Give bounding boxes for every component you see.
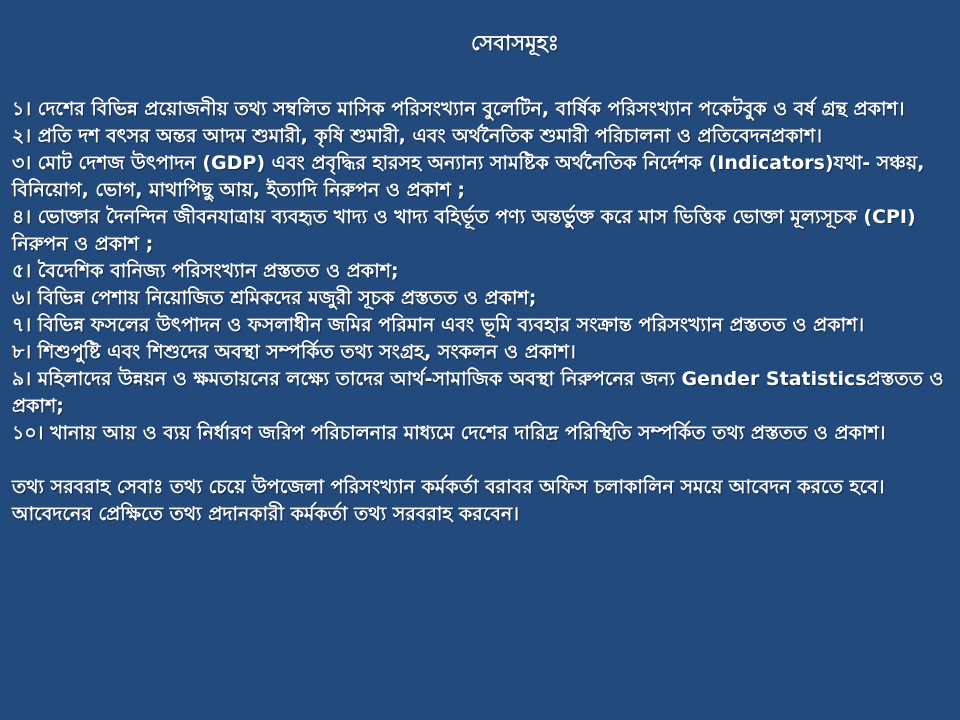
service-item-3: ৩। মোট দেশজ উৎপাদন (GDP) এবং প্রবৃদ্ধির হারসহ অন্যান্য সামষ্টিক অর্থনৈতিক নির্দেশক (Indicators)যথা- সঞ্চয়, বিনিয়োগ, ভোগ, মাথাপিছু আয়, ইত্যাদি নিরুপন ও প্রকাশ ;	[12, 152, 925, 201]
service-item-8: ৮। শিশুপুষ্টি এবং শিশুদের অবস্থা সম্পর্কিত তথ্য সংগ্রহ, সংকলন ও প্রকাশ।	[12, 341, 576, 363]
service-item-2: ২। প্রতি দশ বৎসর অন্তর আদম শুমারী, কৃষি শুমারী, এবং অর্থনৈতিক শুমারী পরিচালনা ও প্রতিবেদনপ্রকাশ।	[12, 125, 823, 147]
service-item-10: ১০। খানায় আয় ও ব্যয় নির্ধারণ জরিপ পরিচালনার মাধ্যমে দেশের দারিদ্র পরিস্থিতি সম্পর্কিত তথ্য প্রস্ততত ও প্রকাশ।	[12, 422, 886, 444]
service-list	[12, 96, 948, 447]
info-supply-line-2: আবেদনের প্রেক্ষিতে তথ্য প্রদানকারী কর্মকর্তা তথ্য সরবরাহ করবেন।	[12, 503, 520, 525]
info-supply-section	[12, 474, 948, 528]
slide-title: সেবাসমূহঃ	[471, 31, 559, 55]
service-item-5: ৫। বৈদেশিক বানিজ্য পরিসংখ্যান প্রস্ততত ও প্রকাশ;	[12, 260, 399, 282]
service-item-6: ৬। বিভিন্ন পেশায় নিয়োজিত শ্রমিকদের মজুরী সূচক প্রস্ততত ও প্রকাশ;	[12, 287, 537, 309]
service-item-4: ৪। ভোক্তার দৈনন্দিন জীবনযাত্রায় ব্যবহৃত খাদ্য ও খাদ্য বহির্ভূত পণ্য অন্তর্ভুক্ত করে মাস ভিত্তিক ভোক্তা মূল্যসূচক (CPI) নিরুপন ও প্রকাশ ;	[12, 206, 916, 255]
service-item-7: ৭। বিভিন্ন ফসলের উৎপাদন ও ফসলাধীন জমির পরিমান এবং ভূমি ব্যবহার সংক্রান্ত পরিসংখ্যান প্রস্ততত ও প্রকাশ।	[12, 314, 865, 336]
service-item-1: ১। দেশের বিভিন্ন প্রয়োজনীয় তথ্য সম্বলিত মাসিক পরিসংখ্যান বুলেটিন, বার্ষিক পরিসংখ্যান পকেটবুক ও বর্ষ গ্রন্থ প্রকাশ।	[12, 98, 905, 120]
service-item-9: ৯। মহিলাদের উন্নয়ন ও ক্ষমতায়নের লক্ষ্যে তাদের আর্থ-সামাজিক অবস্থা নিরুপনের জন্য Gender Statisticsপ্রস্ততত ও প্রকাশ;	[12, 368, 944, 417]
info-supply-line-1: তথ্য সরবরাহ সেবাঃ তথ্য চেয়ে উপজেলা পরিসংখ্যান কর্মকর্তা বরাবর অফিস চলাকালিন সময়ে আবেদন করতে হবে।	[12, 476, 885, 498]
